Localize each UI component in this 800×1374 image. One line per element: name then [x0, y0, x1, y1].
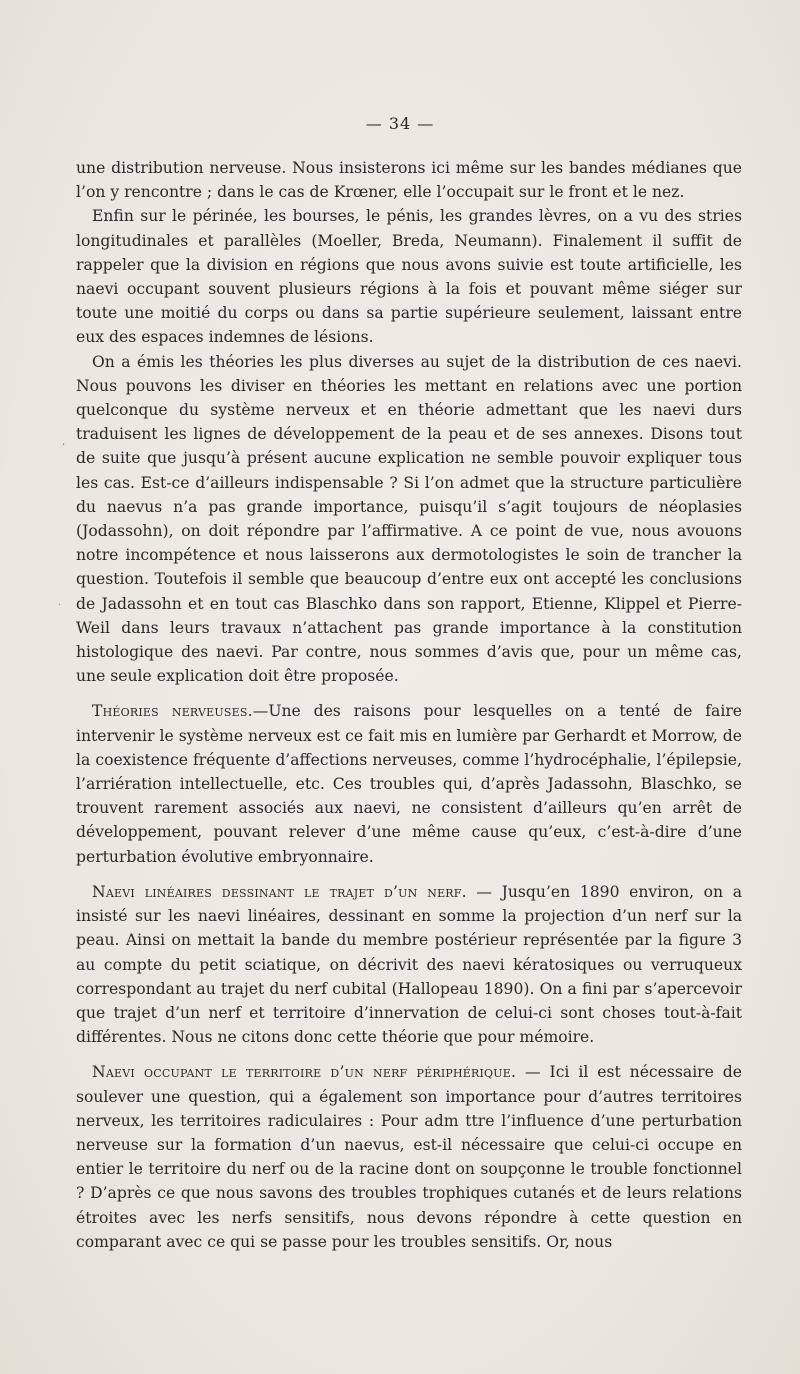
paragraph-3: [76, 350, 742, 689]
paragraph-2: [76, 204, 742, 349]
section-heading-theories-nerveuses: Théories nerveuses.: [92, 702, 253, 721]
section-naevi-lineaires: [76, 880, 742, 1049]
margin-speck: ·: [58, 600, 62, 611]
section-text-naevi-lineaires: — Jusqu’en 1890 environ, on a insisté sur les naevi linéaires, dessinant en somme la projection d’un nerf sur la peau. Ainsi on mettait la bande du membre postérieur représentée par la figure 3 au compte du petit sciatique, on décrivit des naevi kératosiques ou verruqueux correspondant au trajet du nerf cubital (Hallopeau 1890). On a fini par s’apercevoir que trajet d’un nerf et territoire d’innervation de celui-ci sont choses tout-à-fait différentes. Nous ne citons donc cette théorie que pour mémoire.: [76, 882, 742, 1047]
section-text-naevi-territoire: — Ici il est nécessaire de soulever une question, qui a également son importance pour d’autres territoires nerveux, les territoires radiculaires : Pour adm ttre l’influence d’une perturbation nerveuse sur la formation d’un naevus, est-il nécessaire que celui-ci occupe en entier le territoire du nerf ou de la racine dont on soupçonne le trouble fonctionnel ? D’après ce que nous savons des troubles trophiques cutanés et de leurs relations étroites avec les nerfs sensitifs, nous devons répondre à cette question en comparant avec ce qui se passe pour les troubles sensitifs. Or, nous: [76, 1063, 742, 1251]
section-naevi-territoire: [76, 1060, 742, 1254]
paragraph-2-text: Enfin sur le périnée, les bourses, le pénis, les grandes lèvres, on a vu des stries longitudinales et parallèles (Moeller, Breda, Neumann). Finalement il suffit de rappeler que la division en régions que nous avons suivie est toute artificielle, les naevi occupant souvent plusieurs régions à la fois et pouvant même siéger sur toute une moitié du corps ou dans sa partie supérieure seulement, laissant entre eux des espaces indemnes de lésions.: [76, 207, 742, 347]
paragraph-3-text: On a émis les théories les plus diverses au sujet de la distribution de ces naevi. Nous pouvons les diviser en théories les mettant en relations avec une portion quelconque du système nerveux et en théorie admettant que les naevi durs traduisent les lignes de développement de la peau et de ses annexes. Disons tout de suite que jusqu’à présent aucune explication ne semble pouvoir expliquer tous les cas. Est-ce d’ailleurs indispensable ? Si l’on admet que la structure particulière du naevus n’a pas grande importance, puisqu’il s’agit toujours de néoplasies (Jodassohn), on doit répondre par l’affirmative. A ce point de vue, nous avouons notre incompétence et nous laisserons aux dermotologistes le soin de trancher la question. Toutefois il semble que beaucoup d’entre eux ont accepté les conclusions de Jadassohn et en tout cas Blaschko dans son rapport, Etienne, Klippel et Pierre-Weil dans leurs travaux n’attachent pas grande importance à la constitution histologique des naevi. Par contre, nous sommes d’avis que, pour un même cas, une seule explication doit être proposée.: [76, 352, 742, 686]
page-number: — 34 —: [365, 114, 435, 133]
paragraph-1-text: une distribution nerveuse. Nous insisterons ici même sur les bandes médianes que l’on y rencontre ; dans le cas de Krœner, elle l’occupait sur le front et le nez.: [76, 159, 742, 202]
section-text-theories-nerveuses: —Une des raisons pour lesquelles on a tenté de faire intervenir le système nerveux est ce fait mis en lumière par Gerhardt et Morrow, de la coexistence fréquente d’affections nerveuses, comme l’hydrocéphalie, l’épilepsie, l’arriération intellectuelle, etc. Ces troubles qui, d’après Jadassohn, Blaschko, se trouvent rarement associés aux naevi, ne consistent d’ailleurs qu’en arrêt de développement, pouvant relever d’une même cause qu’eux, c’est-à-dire d’une perturbation évolutive embryonnaire.: [76, 702, 742, 866]
section-theories-nerveuses: [76, 699, 742, 868]
margin-speck: ‚: [62, 436, 66, 447]
paragraph-1: [76, 156, 742, 204]
body-text: [76, 156, 742, 1254]
section-heading-naevi-lineaires: Naevi linéaires dessinant le trajet d’un nerf.: [92, 882, 467, 901]
section-heading-naevi-territoire: Naevi occupant le territoire d’un nerf périphérique.: [92, 1063, 517, 1082]
